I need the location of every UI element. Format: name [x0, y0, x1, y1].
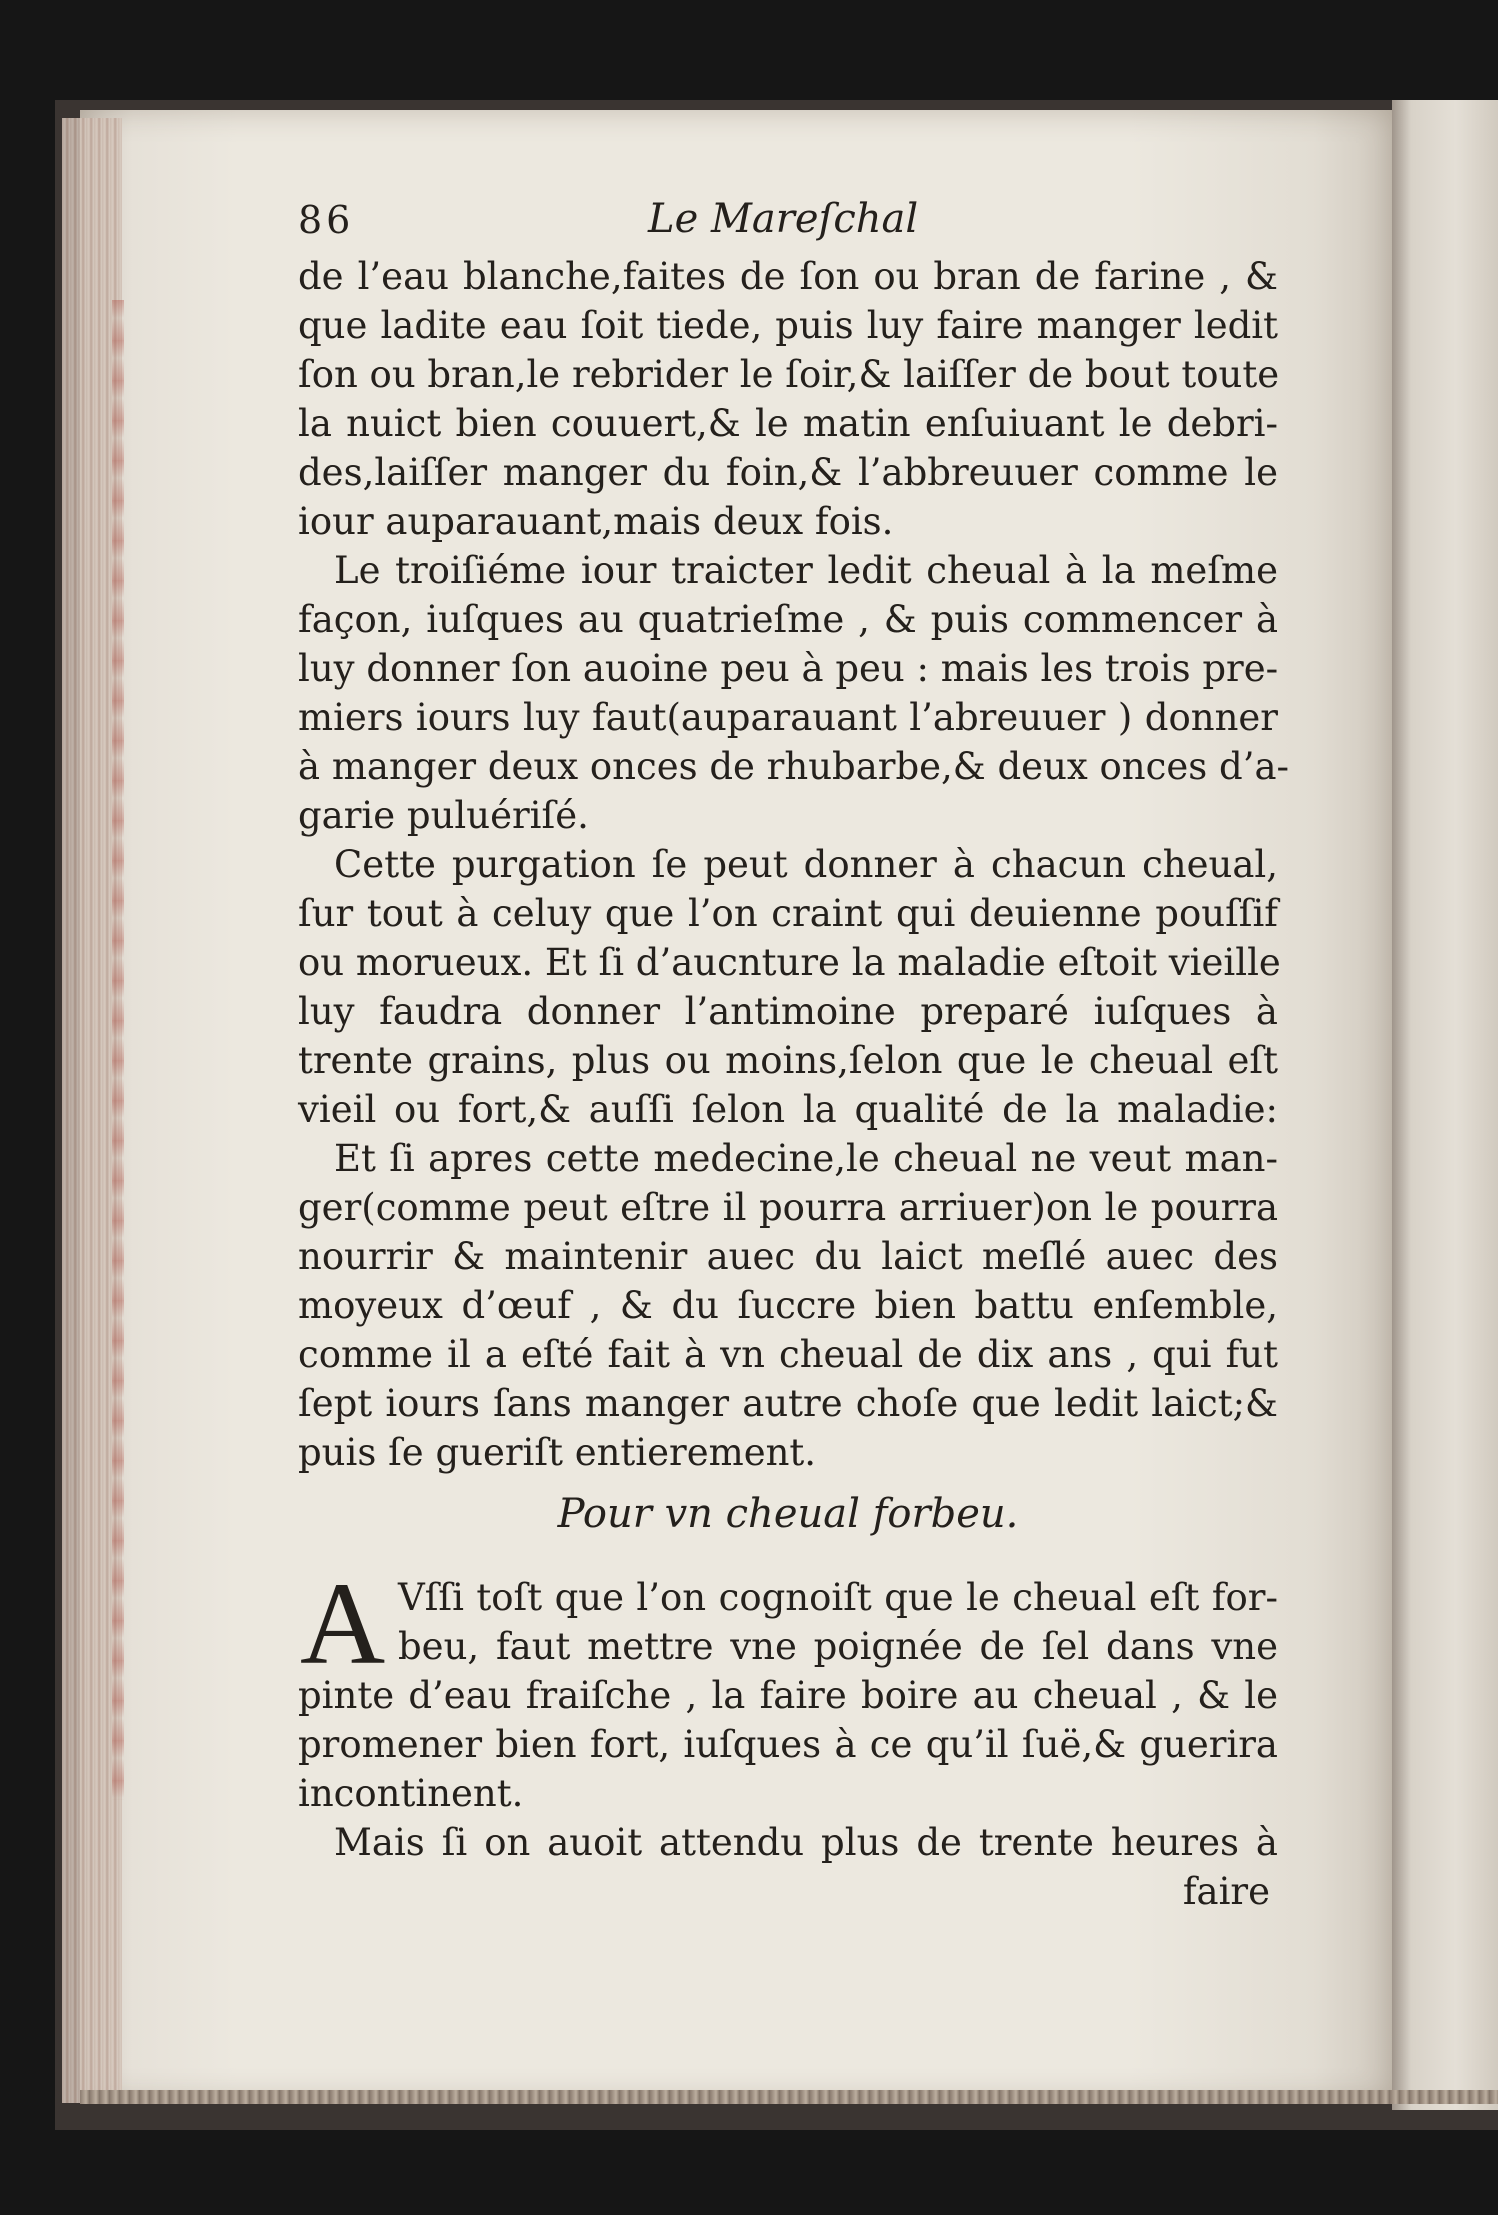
text-line: moyeux d’œuf , & du ſuccre bien battu enſemble,	[298, 1284, 1278, 1327]
text-line: de l’eau blanche,faites de ſon ou bran de farine , &	[298, 255, 1278, 298]
text-line: à manger deux onces de rhubarbe,& deux onces d’a-	[298, 745, 1290, 788]
facing-page-edge	[1392, 100, 1498, 2110]
text-line: ſon ou bran,le rebrider le ſoir,& laiſſer de bout toute	[298, 353, 1280, 396]
text-line: beu, faut mettre vne poignée de ſel dans vne	[398, 1625, 1278, 1668]
text-line: ger(comme peut eſtre il pourra arriuer)on le pourra	[298, 1186, 1278, 1229]
text-line: Vſſi toſt que l’on cognoiſt que le cheual eſt for-	[398, 1576, 1278, 1619]
text-line: ſur tout à celuy que l’on craint qui deuienne pouſſif	[298, 892, 1278, 935]
text-line: Le troiſiéme iour traicter ledit cheual à la meſme	[334, 549, 1278, 592]
drop-cap: A	[300, 1558, 386, 1689]
page-text	[298, 190, 1290, 1916]
text-line: ou morueux. Et ſi d’aucnture la maladie eſtoit vieille	[298, 941, 1281, 984]
text-line: Cette purgation ſe peut donner à chacun cheual,	[334, 843, 1278, 886]
paragraph-6	[298, 1818, 1278, 1867]
paragraph-4	[298, 1134, 1278, 1477]
text-line: promener bien fort, iuſques à ce qu’il ſuë,& guerira	[298, 1723, 1278, 1766]
paragraph-1	[298, 252, 1278, 546]
catchword: faire	[1182, 1870, 1270, 1913]
bottom-page-edges	[80, 2090, 1498, 2104]
text-line: nourrir & maintenir auec du laict meſlé auec des	[298, 1235, 1278, 1278]
page-header	[298, 190, 1278, 252]
section-subheading: Pour vn cheual forbeu.	[557, 1491, 1019, 1537]
text-line: Mais ſi on auoit attendu plus de trente heures à	[334, 1821, 1278, 1864]
text-line: luy faudra donner l’antimoine preparé iuſques à	[298, 990, 1278, 1033]
text-line: ſept iours ſans manger autre choſe que ledit laict;&	[298, 1382, 1278, 1425]
page-number: 86	[298, 198, 355, 242]
text-line: des,laiſſer manger du foin,& l’abbreuuer comme le	[298, 451, 1278, 494]
paragraph-2	[298, 546, 1290, 840]
text-line: incontinent.	[298, 1772, 524, 1815]
text-line: miers iours luy faut(auparauant l’abreuuer ) donner	[298, 696, 1278, 739]
text-line: que ladite eau ſoit tiede, puis luy faire manger ledit	[298, 304, 1278, 347]
paragraph-3	[298, 840, 1281, 1134]
running-head: Le Mareſchal	[648, 196, 919, 242]
paragraph-5	[298, 1558, 1278, 1818]
text-line: vieil ou fort,& auſſi ſelon la qualité de la maladie:	[298, 1088, 1278, 1131]
text-line: Et ſi apres cette medecine,le cheual ne veut man-	[334, 1137, 1278, 1180]
red-stain	[112, 300, 124, 1800]
text-line: pinte d’eau fraiſche , la faire boire au cheual , & le	[298, 1674, 1278, 1717]
text-line: trente grains, plus ou moins,ſelon que le cheual eſt	[298, 1039, 1278, 1082]
text-line: comme il a eſté fait à vn cheual de dix ans , qui fut	[298, 1333, 1278, 1376]
text-line: iour auparauant,mais deux fois.	[298, 500, 894, 543]
text-line: puis ſe gueriſt entierement.	[298, 1431, 817, 1474]
text-line: garie puluériſé.	[298, 794, 589, 837]
text-line: façon, iuſques au quatrieſme , & puis commencer à	[298, 598, 1278, 641]
text-line: la nuict bien couuert,& le matin enſuiuant le debri-	[298, 402, 1278, 445]
text-line: luy donner ſon auoine peu à peu : mais les trois pre-	[298, 647, 1279, 690]
